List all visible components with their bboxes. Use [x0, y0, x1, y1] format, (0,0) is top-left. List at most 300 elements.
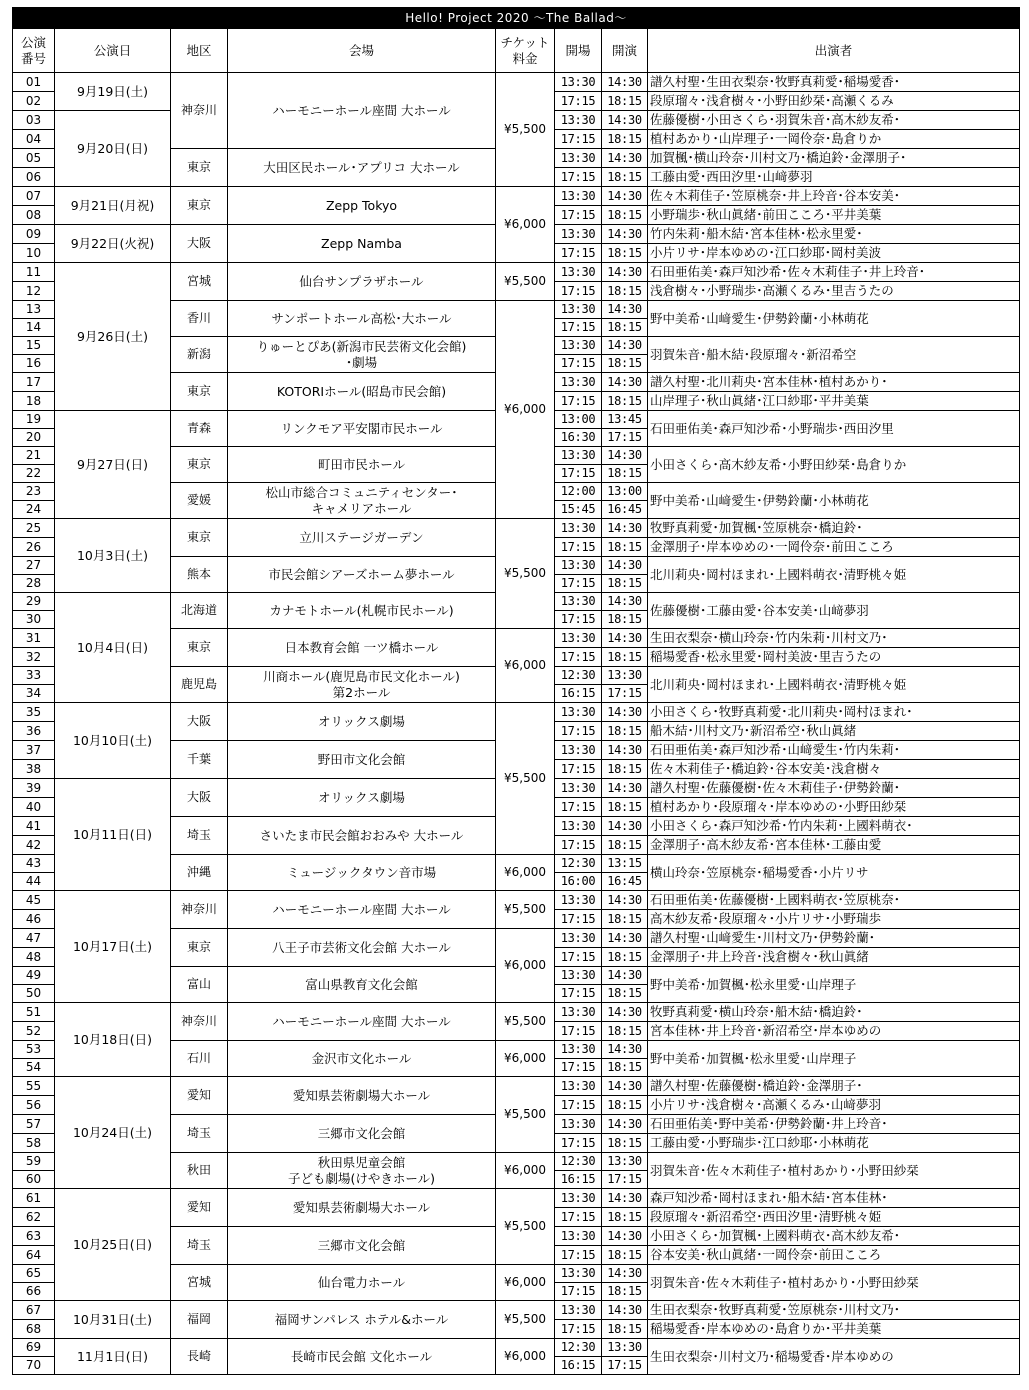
show-number: 60: [13, 1171, 55, 1189]
performers: 北川莉央･岡村ほまれ･上國料萌衣･清野桃々姫: [648, 667, 1020, 703]
performers: 牧野真莉愛･横山玲奈･船木結･橋迫鈴･: [648, 1003, 1020, 1022]
show-start-time: 18:15: [602, 611, 648, 629]
door-open-time: 17:15: [555, 910, 602, 929]
show-number: 09: [13, 225, 55, 244]
show-number: 50: [13, 985, 55, 1003]
show-number: 67: [13, 1301, 55, 1320]
show-start-time: 14:30: [602, 519, 648, 538]
show-number: 33: [13, 667, 55, 685]
door-open-time: 15:45: [555, 501, 602, 519]
show-region: 宮城: [171, 1265, 228, 1301]
show-number: 19: [13, 411, 55, 429]
ticket-price: ¥5,500: [496, 1301, 555, 1339]
show-start-time: 18:15: [602, 910, 648, 929]
show-start-time: 18:15: [602, 355, 648, 373]
door-open-time: 16:00: [555, 873, 602, 891]
performers: 稲場愛香･松永里愛･岡村美波･里吉うたの: [648, 648, 1020, 667]
show-start-time: 18:15: [602, 1096, 648, 1115]
show-number: 45: [13, 891, 55, 910]
show-start-time: 14:30: [602, 73, 648, 92]
show-start-time: 14:30: [602, 447, 648, 465]
show-start-time: 14:30: [602, 929, 648, 948]
show-start-time: 18:15: [602, 244, 648, 263]
performers: 浅倉樹々･小野瑞歩･高瀬くるみ･里吉うたの: [648, 282, 1020, 301]
show-region: 東京: [171, 447, 228, 483]
show-region: 沖縄: [171, 855, 228, 891]
show-number: 05: [13, 149, 55, 168]
show-venue: カナモトホール(札幌市民ホール): [228, 593, 496, 629]
header-venue: 会場: [228, 29, 496, 73]
show-start-time: 14:30: [602, 149, 648, 168]
show-start-time: 13:30: [602, 1339, 648, 1357]
table-row: [13, 1077, 1020, 1096]
performers: 高木紗友希･段原瑠々･小片リサ･小野瑞歩: [648, 910, 1020, 929]
table-row: [13, 703, 1020, 722]
show-number: 37: [13, 741, 55, 760]
ticket-price: ¥5,500: [496, 1189, 555, 1265]
show-start-time: 14:30: [602, 1301, 648, 1320]
show-number: 31: [13, 629, 55, 648]
show-date: 9月22日(火祝): [55, 225, 171, 263]
show-number: 27: [13, 557, 55, 575]
show-start-time: 18:15: [602, 985, 648, 1003]
show-date: 9月21日(月祝): [55, 187, 171, 225]
show-venue: 秋田県児童会館 子ども劇場(けやきホール): [228, 1153, 496, 1189]
door-open-time: 17:15: [555, 648, 602, 667]
show-number: 06: [13, 168, 55, 187]
door-open-time: 17:15: [555, 538, 602, 557]
show-start-time: 14:30: [602, 967, 648, 985]
performers: 加賀楓･横山玲奈･川村文乃･橋迫鈴･金澤朋子･: [648, 149, 1020, 168]
performers: 船木結･川村文乃･新沼希空･秋山眞緒: [648, 722, 1020, 741]
performers: 小田さくら･高木紗友希･小野田紗栞･島倉りか: [648, 447, 1020, 483]
show-region: 北海道: [171, 593, 228, 629]
show-number: 52: [13, 1022, 55, 1041]
door-open-time: 13:30: [555, 817, 602, 836]
show-region: 大阪: [171, 225, 228, 263]
show-start-time: 18:15: [602, 538, 648, 557]
show-start-time: 14:30: [602, 337, 648, 355]
show-date: 10月11日(日): [55, 779, 171, 891]
performers: 石田亜佑美･森戸知沙希･山﨑愛生･竹内朱莉･: [648, 741, 1020, 760]
door-open-time: 12:30: [555, 667, 602, 685]
show-number: 49: [13, 967, 55, 985]
show-venue: さいたま市民会館おおみや 大ホール: [228, 817, 496, 855]
performers: 譜久村聖･佐藤優樹･佐々木莉佳子･伊勢鈴蘭･: [648, 779, 1020, 798]
show-venue: 仙台サンプラザホール: [228, 263, 496, 301]
door-open-time: 13:30: [555, 557, 602, 575]
show-number: 51: [13, 1003, 55, 1022]
performers: 植村あかり･段原瑠々･岸本ゆめの･小野田紗栞: [648, 798, 1020, 817]
show-region: 愛知: [171, 1189, 228, 1227]
show-date: 11月1日(日): [55, 1339, 171, 1375]
performers: 譜久村聖･北川莉央･宮本佳林･植村あかり･: [648, 373, 1020, 392]
door-open-time: 13:30: [555, 779, 602, 798]
door-open-time: 17:15: [555, 244, 602, 263]
show-start-time: 14:30: [602, 1041, 648, 1059]
show-start-time: 17:15: [602, 429, 648, 447]
show-number: 61: [13, 1189, 55, 1208]
show-region: 長崎: [171, 1339, 228, 1375]
show-venue: ミュージックタウン音市場: [228, 855, 496, 891]
show-number: 14: [13, 319, 55, 337]
performers: 佐々木莉佳子･笠原桃奈･井上玲音･谷本安美･: [648, 187, 1020, 206]
show-number: 18: [13, 392, 55, 411]
show-region: 埼玉: [171, 817, 228, 855]
show-number: 02: [13, 92, 55, 111]
show-date: 10月3日(土): [55, 519, 171, 593]
ticket-price: ¥5,500: [496, 73, 555, 187]
door-open-time: 13:30: [555, 187, 602, 206]
door-open-time: 17:15: [555, 1320, 602, 1339]
performers: 羽賀朱音･佐々木莉佳子･植村あかり･小野田紗栞: [648, 1153, 1020, 1189]
ticket-price: ¥5,500: [496, 519, 555, 629]
performers: 金澤朋子･岸本ゆめの･一岡伶奈･前田こころ: [648, 538, 1020, 557]
performers: 佐藤優樹･工藤由愛･谷本安美･山﨑夢羽: [648, 593, 1020, 629]
show-number: 21: [13, 447, 55, 465]
show-number: 08: [13, 206, 55, 225]
performers: 野中美希･山﨑愛生･伊勢鈴蘭･小林萌花: [648, 301, 1020, 337]
show-start-time: 18:15: [602, 1283, 648, 1301]
door-open-time: 13:30: [555, 73, 602, 92]
door-open-time: 17:15: [555, 206, 602, 225]
door-open-time: 17:15: [555, 948, 602, 967]
show-number: 32: [13, 648, 55, 667]
show-venue: KOTORIホール(昭島市民会館): [228, 373, 496, 411]
door-open-time: 17:15: [555, 1246, 602, 1265]
performers: 小野瑞歩･秋山眞緒･前田こころ･平井美葉: [648, 206, 1020, 225]
door-open-time: 12:30: [555, 855, 602, 873]
show-venue: 富山県教育文化会館: [228, 967, 496, 1003]
table-row: [13, 1339, 1020, 1357]
show-start-time: 16:45: [602, 501, 648, 519]
show-venue: オリックス劇場: [228, 779, 496, 817]
performers: 佐藤優樹･小田さくら･羽賀朱音･高木紗友希･: [648, 111, 1020, 130]
show-start-time: 14:30: [602, 557, 648, 575]
door-open-time: 13:30: [555, 741, 602, 760]
show-start-time: 14:30: [602, 225, 648, 244]
show-number: 57: [13, 1115, 55, 1134]
door-open-time: 13:30: [555, 225, 602, 244]
performers: 金澤朋子･井上玲音･浅倉樹々･秋山眞緒: [648, 948, 1020, 967]
show-start-time: 17:15: [602, 1171, 648, 1189]
header-performers: 出演者: [648, 29, 1020, 73]
show-start-time: 16:45: [602, 873, 648, 891]
show-date: 10月10日(土): [55, 703, 171, 779]
ticket-price: ¥6,000: [496, 301, 555, 519]
show-date: 10月18日(日): [55, 1003, 171, 1077]
show-number: 59: [13, 1153, 55, 1171]
show-number: 12: [13, 282, 55, 301]
show-region: 神奈川: [171, 1003, 228, 1041]
show-venue: 長崎市民会館 文化ホール: [228, 1339, 496, 1375]
door-open-time: 12:00: [555, 483, 602, 501]
ticket-price: ¥5,500: [496, 703, 555, 855]
show-start-time: 18:15: [602, 319, 648, 337]
performers: 譜久村聖･生田衣梨奈･牧野真莉愛･稲場愛香･: [648, 73, 1020, 92]
show-start-time: 18:15: [602, 130, 648, 149]
ticket-price: ¥6,000: [496, 629, 555, 703]
show-number: 44: [13, 873, 55, 891]
show-region: 愛知: [171, 1077, 228, 1115]
door-open-time: 16:15: [555, 1357, 602, 1375]
show-start-time: 13:30: [602, 667, 648, 685]
performers: 石田亜佑美･野中美希･伊勢鈴蘭･井上玲音･: [648, 1115, 1020, 1134]
show-start-time: 14:30: [602, 891, 648, 910]
show-date: 9月26日(土): [55, 263, 171, 411]
performers: 竹内朱莉･船木結･宮本佳林･松永里愛･: [648, 225, 1020, 244]
show-number: 11: [13, 263, 55, 282]
show-number: 68: [13, 1320, 55, 1339]
performers: 羽賀朱音･船木結･段原瑠々･新沼希空: [648, 337, 1020, 373]
show-venue: 立川ステージガーデン: [228, 519, 496, 557]
performers: 石田亜佑美･森戸知沙希･佐々木莉佳子･井上玲音･: [648, 263, 1020, 282]
show-number: 66: [13, 1283, 55, 1301]
show-venue: オリックス劇場: [228, 703, 496, 741]
performers: 譜久村聖･山﨑愛生･川村文乃･伊勢鈴蘭･: [648, 929, 1020, 948]
show-start-time: 18:15: [602, 648, 648, 667]
door-open-time: 12:30: [555, 1339, 602, 1357]
show-region: 鹿児島: [171, 667, 228, 703]
performers: 谷本安美･秋山眞緒･一岡伶奈･前田こころ: [648, 1246, 1020, 1265]
show-number: 22: [13, 465, 55, 483]
show-venue: ハーモニーホール座間 大ホール: [228, 891, 496, 929]
schedule-body: [13, 73, 1020, 1375]
show-start-time: 14:30: [602, 373, 648, 392]
door-open-time: 13:00: [555, 411, 602, 429]
table-row: [13, 263, 1020, 282]
header-region: 地区: [171, 29, 228, 73]
door-open-time: 17:15: [555, 465, 602, 483]
show-start-time: 14:30: [602, 1227, 648, 1246]
header-num: 公演 番号: [13, 29, 55, 73]
performers: 稲場愛香･岸本ゆめの･島倉りか･平井美葉: [648, 1320, 1020, 1339]
performers: 小田さくら･森戸知沙希･竹内朱莉･上國料萌衣･: [648, 817, 1020, 836]
table-row: [13, 187, 1020, 206]
show-date: 10月24日(土): [55, 1077, 171, 1189]
door-open-time: 17:15: [555, 1134, 602, 1153]
show-start-time: 13:45: [602, 411, 648, 429]
show-number: 58: [13, 1134, 55, 1153]
ticket-price: ¥5,500: [496, 1003, 555, 1041]
header-open: 開場: [555, 29, 602, 73]
door-open-time: 17:15: [555, 355, 602, 373]
door-open-time: 13:30: [555, 1189, 602, 1208]
door-open-time: 13:30: [555, 1301, 602, 1320]
show-number: 63: [13, 1227, 55, 1246]
show-start-time: 18:15: [602, 948, 648, 967]
ticket-price: ¥6,000: [496, 1339, 555, 1375]
show-venue: 福岡サンパレス ホテル&ホール: [228, 1301, 496, 1339]
show-venue: 町田市民ホール: [228, 447, 496, 483]
show-start-time: 18:15: [602, 1208, 648, 1227]
door-open-time: 17:15: [555, 760, 602, 779]
door-open-time: 17:15: [555, 92, 602, 111]
show-region: 愛媛: [171, 483, 228, 519]
show-number: 03: [13, 111, 55, 130]
show-region: 東京: [171, 519, 228, 557]
show-number: 41: [13, 817, 55, 836]
performers: 金澤朋子･高木紗友希･宮本佳林･工藤由愛: [648, 836, 1020, 855]
show-start-time: 14:30: [602, 593, 648, 611]
table-row: [13, 1301, 1020, 1320]
show-number: 64: [13, 1246, 55, 1265]
ticket-price: ¥5,500: [496, 891, 555, 929]
show-number: 54: [13, 1059, 55, 1077]
performers: 野中美希･加賀楓･松永里愛･山岸理子: [648, 967, 1020, 1003]
ticket-price: ¥6,000: [496, 1153, 555, 1189]
door-open-time: 13:30: [555, 1077, 602, 1096]
ticket-price: ¥6,000: [496, 187, 555, 263]
show-number: 20: [13, 429, 55, 447]
show-number: 29: [13, 593, 55, 611]
door-open-time: 13:30: [555, 967, 602, 985]
performers: 森戸知沙希･岡村ほまれ･船木結･宮本佳林･: [648, 1189, 1020, 1208]
show-number: 24: [13, 501, 55, 519]
show-start-time: 18:15: [602, 1022, 648, 1041]
show-start-time: 18:15: [602, 798, 648, 817]
door-open-time: 13:30: [555, 301, 602, 319]
door-open-time: 13:30: [555, 703, 602, 722]
performers: 段原瑠々･新沼希空･西田汐里･清野桃々姫: [648, 1208, 1020, 1227]
show-venue: リンクモア平安閣市民ホール: [228, 411, 496, 447]
show-venue: Zepp Namba: [228, 225, 496, 263]
show-start-time: 18:15: [602, 206, 648, 225]
door-open-time: 12:30: [555, 1153, 602, 1171]
show-start-time: 13:00: [602, 483, 648, 501]
show-start-time: 14:30: [602, 817, 648, 836]
show-region: 神奈川: [171, 73, 228, 149]
table-title: Hello! Project 2020 〜The Ballad〜: [13, 8, 1020, 29]
performers: 牧野真莉愛･加賀楓･笠原桃奈･橋迫鈴･: [648, 519, 1020, 538]
show-number: 17: [13, 373, 55, 392]
show-start-time: 14:30: [602, 1077, 648, 1096]
ticket-price: ¥6,000: [496, 929, 555, 1003]
show-region: 東京: [171, 629, 228, 667]
performers: 小田さくら･牧野真莉愛･北川莉央･岡村ほまれ･: [648, 703, 1020, 722]
table-row: [13, 73, 1020, 92]
show-venue: 仙台電力ホール: [228, 1265, 496, 1301]
show-region: 新潟: [171, 337, 228, 373]
show-number: 13: [13, 301, 55, 319]
show-number: 46: [13, 910, 55, 929]
show-venue: 大田区民ホール･アプリコ 大ホール: [228, 149, 496, 187]
show-venue: 川商ホール(鹿児島市民文化ホール) 第2ホール: [228, 667, 496, 703]
show-number: 36: [13, 722, 55, 741]
door-open-time: 16:15: [555, 685, 602, 703]
performers: 工藤由愛･西田汐里･山﨑夢羽: [648, 168, 1020, 187]
show-number: 26: [13, 538, 55, 557]
door-open-time: 17:15: [555, 1283, 602, 1301]
show-start-time: 17:15: [602, 685, 648, 703]
show-start-time: 14:30: [602, 629, 648, 648]
show-number: 34: [13, 685, 55, 703]
header-row: [13, 29, 1020, 73]
show-number: 39: [13, 779, 55, 798]
show-start-time: 14:30: [602, 111, 648, 130]
show-number: 28: [13, 575, 55, 593]
show-start-time: 14:30: [602, 1189, 648, 1208]
show-venue: 市民会館シアーズホーム夢ホール: [228, 557, 496, 593]
door-open-time: 17:15: [555, 798, 602, 817]
ticket-price: ¥6,000: [496, 1041, 555, 1077]
show-venue: 松山市総合コミュニティセンター･ キャメリアホール: [228, 483, 496, 519]
show-date: 9月27日(日): [55, 411, 171, 519]
performers: 小田さくら･加賀楓･上國料萌衣･高木紗友希･: [648, 1227, 1020, 1246]
show-start-time: 13:30: [602, 1153, 648, 1171]
performers: 石田亜佑美･佐藤優樹･上國料萌衣･笠原桃奈･: [648, 891, 1020, 910]
show-number: 30: [13, 611, 55, 629]
ticket-price: ¥5,500: [496, 1077, 555, 1153]
show-number: 65: [13, 1265, 55, 1283]
show-region: 福岡: [171, 1301, 228, 1339]
table-row: [13, 519, 1020, 538]
door-open-time: 13:30: [555, 519, 602, 538]
door-open-time: 13:30: [555, 111, 602, 130]
show-start-time: 18:15: [602, 1246, 648, 1265]
table-row: [13, 891, 1020, 910]
show-venue: 金沢市文化ホール: [228, 1041, 496, 1077]
performers: 野中美希･山﨑愛生･伊勢鈴蘭･小林萌花: [648, 483, 1020, 519]
performers: 佐々木莉佳子･橋迫鈴･谷本安美･浅倉樹々: [648, 760, 1020, 779]
show-venue: 愛知県芸術劇場大ホール: [228, 1189, 496, 1227]
door-open-time: 13:30: [555, 1003, 602, 1022]
show-start-time: 18:15: [602, 168, 648, 187]
performers: 石田亜佑美･森戸知沙希･小野瑞歩･西田汐里: [648, 411, 1020, 447]
performers: 野中美希･加賀楓･松永里愛･山岸理子: [648, 1041, 1020, 1077]
show-region: 青森: [171, 411, 228, 447]
show-start-time: 14:30: [602, 263, 648, 282]
show-region: 熊本: [171, 557, 228, 593]
show-start-time: 18:15: [602, 392, 648, 411]
performers: 段原瑠々･浅倉樹々･小野田紗栞･高瀬くるみ: [648, 92, 1020, 111]
show-number: 53: [13, 1041, 55, 1059]
show-start-time: 14:30: [602, 301, 648, 319]
show-number: 35: [13, 703, 55, 722]
show-number: 70: [13, 1357, 55, 1375]
door-open-time: 16:30: [555, 429, 602, 447]
show-start-time: 18:15: [602, 1320, 648, 1339]
door-open-time: 13:30: [555, 337, 602, 355]
show-venue: サンポートホール高松･大ホール: [228, 301, 496, 337]
performers: 植村あかり･山岸理子･一岡伶奈･島倉りか: [648, 130, 1020, 149]
performers: 生田衣梨奈･横山玲奈･竹内朱莉･川村文乃･: [648, 629, 1020, 648]
door-open-time: 13:30: [555, 593, 602, 611]
show-region: 埼玉: [171, 1115, 228, 1153]
show-venue: ハーモニーホール座間 大ホール: [228, 1003, 496, 1041]
door-open-time: 17:15: [555, 392, 602, 411]
door-open-time: 13:30: [555, 1041, 602, 1059]
show-start-time: 18:15: [602, 1059, 648, 1077]
show-venue: 日本教育会館 一ツ橋ホール: [228, 629, 496, 667]
show-number: 40: [13, 798, 55, 817]
door-open-time: 17:15: [555, 1096, 602, 1115]
show-region: 埼玉: [171, 1227, 228, 1265]
door-open-time: 13:30: [555, 929, 602, 948]
door-open-time: 13:30: [555, 629, 602, 648]
header-start: 開演: [602, 29, 648, 73]
door-open-time: 13:30: [555, 1227, 602, 1246]
performers: 山岸理子･秋山眞緒･江口紗耶･平井美葉: [648, 392, 1020, 411]
show-number: 04: [13, 130, 55, 149]
door-open-time: 13:30: [555, 373, 602, 392]
show-start-time: 18:15: [602, 836, 648, 855]
show-start-time: 14:30: [602, 703, 648, 722]
show-venue: ハーモニーホール座間 大ホール: [228, 73, 496, 149]
performers: 小片リサ･浅倉樹々･高瀬くるみ･山﨑夢羽: [648, 1096, 1020, 1115]
show-start-time: 14:30: [602, 1003, 648, 1022]
show-number: 47: [13, 929, 55, 948]
